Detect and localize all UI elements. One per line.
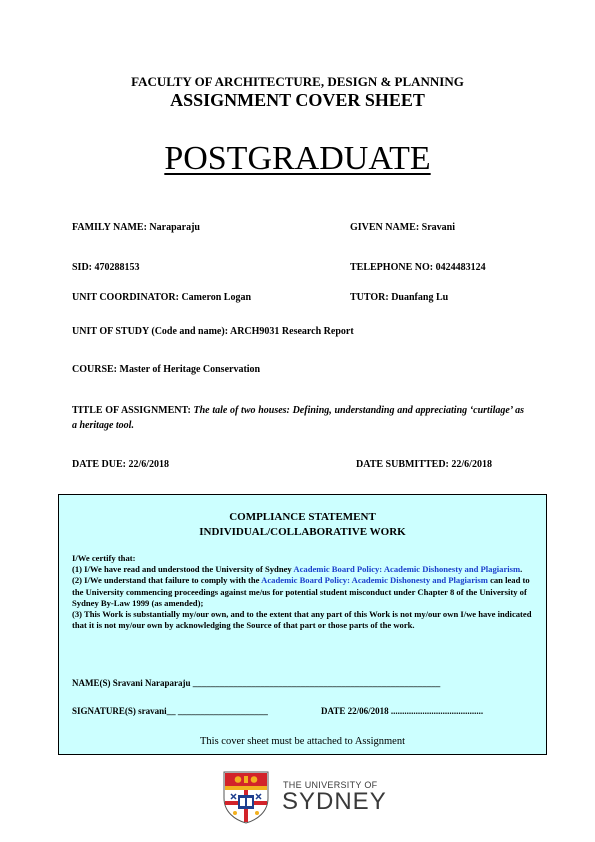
compliance-title bbox=[59, 510, 546, 540]
date-line: DATE 22/06/2018 ......................................... bbox=[321, 706, 484, 716]
sid: SID: 470288153 bbox=[72, 262, 140, 273]
family-name: FAMILY NAME: Naraparaju bbox=[72, 222, 200, 233]
level-heading bbox=[0, 140, 595, 178]
policy-link-2[interactable]: Academic Board Policy: Academic Dishonesty and Plagiarism bbox=[261, 575, 488, 586]
tutor: TUTOR: Duanfang Lu bbox=[350, 292, 449, 303]
title-label: TITLE OF ASSIGNMENT: bbox=[72, 405, 191, 416]
university-logo bbox=[221, 768, 391, 824]
certify-intro: I/We certify that: bbox=[72, 553, 136, 563]
unit-coordinator: UNIT COORDINATOR: Cameron Logan bbox=[72, 292, 251, 303]
item1-end: . bbox=[520, 564, 523, 575]
level-text: POSTGRADUATE bbox=[164, 140, 431, 177]
compliance-title-line2: INDIVIDUAL/COLLABORATIVE WORK bbox=[199, 526, 406, 538]
university-crest-icon bbox=[221, 770, 271, 824]
title-value: The tale of two houses: Defining, understanding and appreciating ‘curtilage’ as a heritage tool. bbox=[72, 405, 525, 431]
compliance-item-1 bbox=[72, 564, 534, 575]
unit-of-study: UNIT OF STUDY (Code and name): ARCH9031 Research Report bbox=[72, 326, 354, 337]
item2-end: can lead to the University commencing proceedings against me/us for potential student misconduct under Chapter 8 of the University of Sydney By-Law 1999 (as amended); bbox=[72, 575, 530, 608]
compliance-item-2 bbox=[72, 575, 534, 609]
item2-text: (2) I/We understand that failure to comply with the bbox=[72, 575, 262, 586]
given-name: GIVEN NAME: Sravani bbox=[350, 222, 456, 233]
compliance-item-3: (3) This Work is substantially my/our own, and to the extent that any part of this Work is not my/our own I/we have indicated that it is not my/our own by acknowledging the Source of that part or those parts of the work. bbox=[72, 609, 532, 631]
date-due: DATE DUE: 22/6/2018 bbox=[72, 459, 170, 470]
sheet-title: ASSIGNMENT COVER SHEET bbox=[170, 90, 425, 110]
item1-text: (1) I/We have read and understood the University of Sydney bbox=[72, 564, 294, 575]
assignment-title bbox=[72, 403, 524, 433]
compliance-title-line1: COMPLIANCE STATEMENT bbox=[229, 511, 376, 523]
policy-link-1[interactable]: Academic Board Policy: Academic Dishonesty and Plagiarism bbox=[293, 564, 521, 575]
names-line: NAME(S) Sravani Naraparaju _______________________________________________________ bbox=[72, 678, 441, 688]
compliance-box bbox=[58, 494, 547, 755]
faculty-heading: FACULTY OF ARCHITECTURE, DESIGN & PLANNING bbox=[131, 74, 464, 89]
date-submitted: DATE SUBMITTED: 22/6/2018 bbox=[356, 459, 492, 470]
signature-line: SIGNATURE(S) sravani__ ____________________ bbox=[72, 706, 268, 716]
compliance-statement bbox=[72, 553, 534, 631]
telephone: TELEPHONE NO: 0424483124 bbox=[350, 262, 486, 273]
university-name-line2: SYDNEY bbox=[282, 788, 387, 815]
course: COURSE: Master of Heritage Conservation bbox=[72, 364, 261, 375]
attach-note: This cover sheet must be attached to Assignment bbox=[200, 736, 405, 747]
university-name-line1: THE UNIVERSITY OF bbox=[283, 780, 378, 790]
